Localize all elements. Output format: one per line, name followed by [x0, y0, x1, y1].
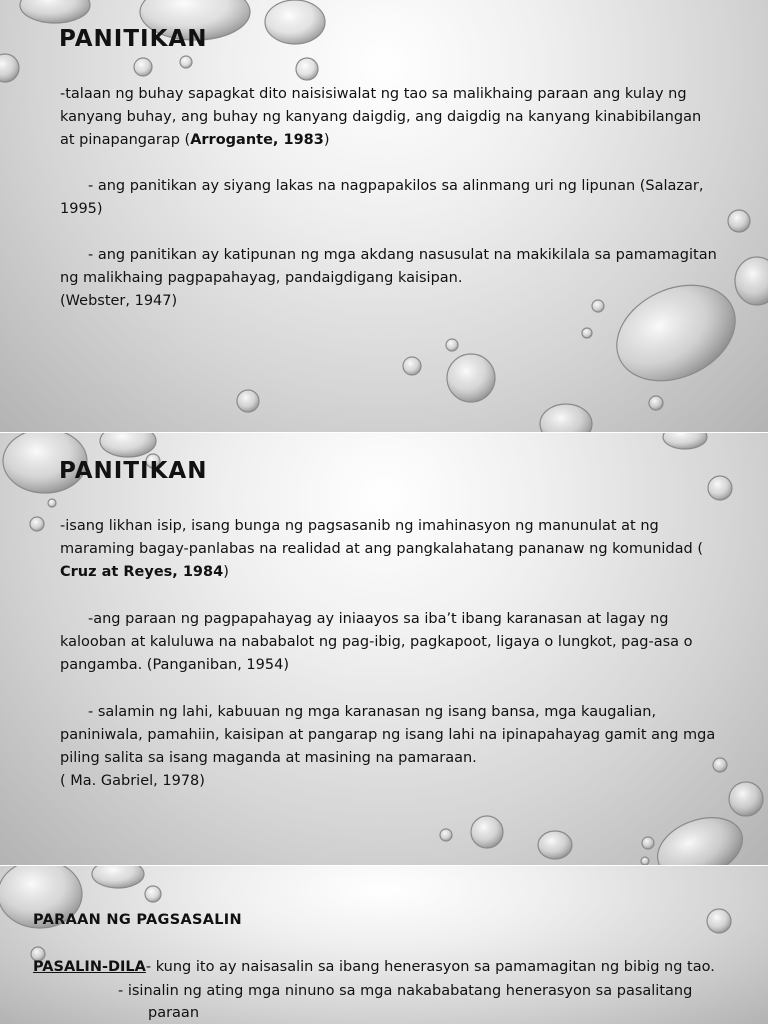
pasalin-dila-note-cont: paraan: [148, 1005, 200, 1021]
citation-close: ): [223, 564, 229, 580]
citation: Cruz at Reyes, 1984: [60, 564, 224, 580]
citation: Arrogante, 1983: [190, 132, 324, 148]
pasalin-dila-note: - isinalin ng ating mga ninuno sa mga nakababatang henerasyon sa pasalitang: [118, 983, 693, 999]
definition-text: - ang panitikan ay katipunan ng mga akdang nasusulat na makikilala sa pamamagitan ng malikhaing pagpapahayag, pandaigdigang kaisipan.: [60, 247, 717, 286]
slide-1-title: PANITIKAN: [59, 26, 208, 52]
definition-text: -isang likhan isip, isang bunga ng pagsasanib ng imahinasyon ng manunulat at ng maraming bagay-panlabas na realidad at ang pangkalahatang pananaw ng komunidad (: [60, 518, 703, 557]
citation-close: ): [323, 132, 330, 148]
slide-1-definition-2: - ang panitikan ay siyang lakas na nagpapakilos sa alinmang uri ng lipunan (Salazar, 1995): [60, 178, 704, 217]
slide-2-definition-2: -ang paraan ng pagpapahayag ay iniaayos sa iba’t ibang karanasan at lagay ng kalooban at kaluluwa na nababalot ng pag-ibig, pagkapoot, ligaya o lungkot, pag-asa o pangamba. (Panganiban, 1954): [60, 611, 693, 673]
pasalin-dila-definition: [33, 956, 763, 979]
citation: ( Ma. Gabriel, 1978): [60, 773, 205, 789]
slide-2: [0, 433, 768, 865]
slide-3-heading: PARAAN NG PAGSASALIN: [33, 912, 242, 928]
slide-2-title: PANITIKAN: [59, 458, 208, 484]
citation: (Webster, 1947): [60, 293, 178, 309]
definition-text: -talaan ng buhay sapagkat dito naisisiwalat ng tao sa malikhaing paraan ang kulay ng kanyang buhay, ang buhay ng kanyang daigdig, ang daigdig na kanyang kinabibilangan at pinapangarap (: [60, 86, 702, 148]
slide-1: [0, 0, 768, 432]
term-pasalin-dila: PASALIN-DILA: [33, 959, 146, 975]
slide-1-definition-1: [60, 83, 720, 152]
definition-text: - kung ito ay naisasalin sa ibang henerasyon sa pamamagitan ng bibig ng tao.: [145, 959, 715, 975]
slide-3: [0, 866, 768, 1024]
slide-2-definition-3: [60, 701, 720, 793]
slide-1-definition-3: [60, 244, 720, 313]
slide-2-definition-1: [60, 515, 720, 584]
definition-text: - salamin ng lahi, kabuuan ng mga karanasan ng isang bansa, mga kaugalian, paniniwala, pamahiin, kaisipan at pangarap ng isang lahi na ipinapahayag gamit ang mga piling salita sa isang maganda at masining na pamaraan.: [60, 704, 716, 766]
